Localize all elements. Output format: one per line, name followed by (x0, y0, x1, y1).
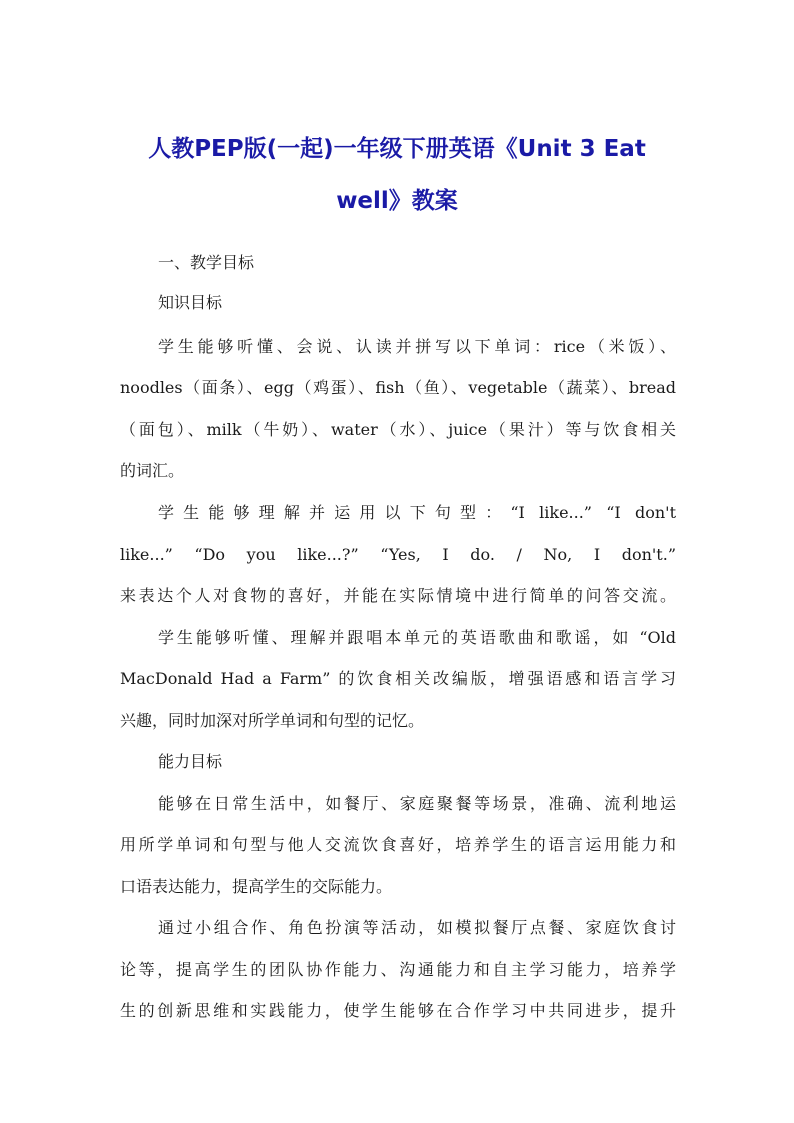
paragraph-line: （面包）、milk（牛奶）、water（水）、juice（果汁）等与饮食相关 (120, 420, 676, 439)
paragraph-line: 论等，提高学生的团队协作能力、沟通能力和自主学习能力，培养学 (120, 960, 676, 979)
paragraph-line: 口语表达能力，提高学生的交际能力。 (120, 877, 393, 896)
paragraph-line: like...” “Do you like...?” “Yes, I do. / No, I don't.” (120, 545, 676, 564)
paragraph-line: 生的创新思维和实践能力，使学生能够在合作学习中共同进步，提升 (120, 1001, 676, 1020)
document-title-line-2: well》教案 (336, 188, 458, 214)
paragraph-line: 来表达个人对食物的喜好，并能在实际情境中进行简单的问答交流。 (120, 586, 676, 605)
paragraph-line: noodles（面条）、egg（鸡蛋）、fish（鱼）、vegetable（蔬菜）、bread (120, 378, 676, 397)
section-heading-teaching-objectives: 一、教学目标 (158, 253, 255, 272)
paragraph-line: 用所学单词和句型与他人交流饮食喜好，培养学生的语言运用能力和 (120, 835, 676, 854)
paragraph-line: MacDonald Had a Farm” 的饮食相关改编版，增强语感和语言学习 (120, 669, 676, 688)
paragraph-line: 能够在日常生活中，如餐厅、家庭聚餐等场景，准确、流利地运 (158, 794, 676, 813)
document-title-line-1: 人教PEP版(一起)一年级下册英语《Unit 3 Eat (148, 136, 646, 162)
paragraph-line: 兴趣，同时加深对所学单词和句型的记忆。 (120, 711, 425, 730)
subheading-knowledge-objectives: 知识目标 (158, 293, 223, 312)
paragraph-line: 的词汇。 (120, 461, 185, 480)
subheading-ability-objectives: 能力目标 (158, 752, 223, 771)
paragraph-line: 学生能够听懂、理解并跟唱本单元的英语歌曲和歌谣，如 “Old (158, 628, 676, 647)
paragraph-line: 学生能够听懂、会说、认读并拼写以下单词：rice（米饭）、 (158, 337, 676, 356)
paragraph-line: 学生能够理解并运用以下句型：“I like...” “I don't (158, 503, 676, 522)
paragraph-line: 通过小组合作、角色扮演等活动，如模拟餐厅点餐、家庭饮食讨 (158, 918, 676, 937)
